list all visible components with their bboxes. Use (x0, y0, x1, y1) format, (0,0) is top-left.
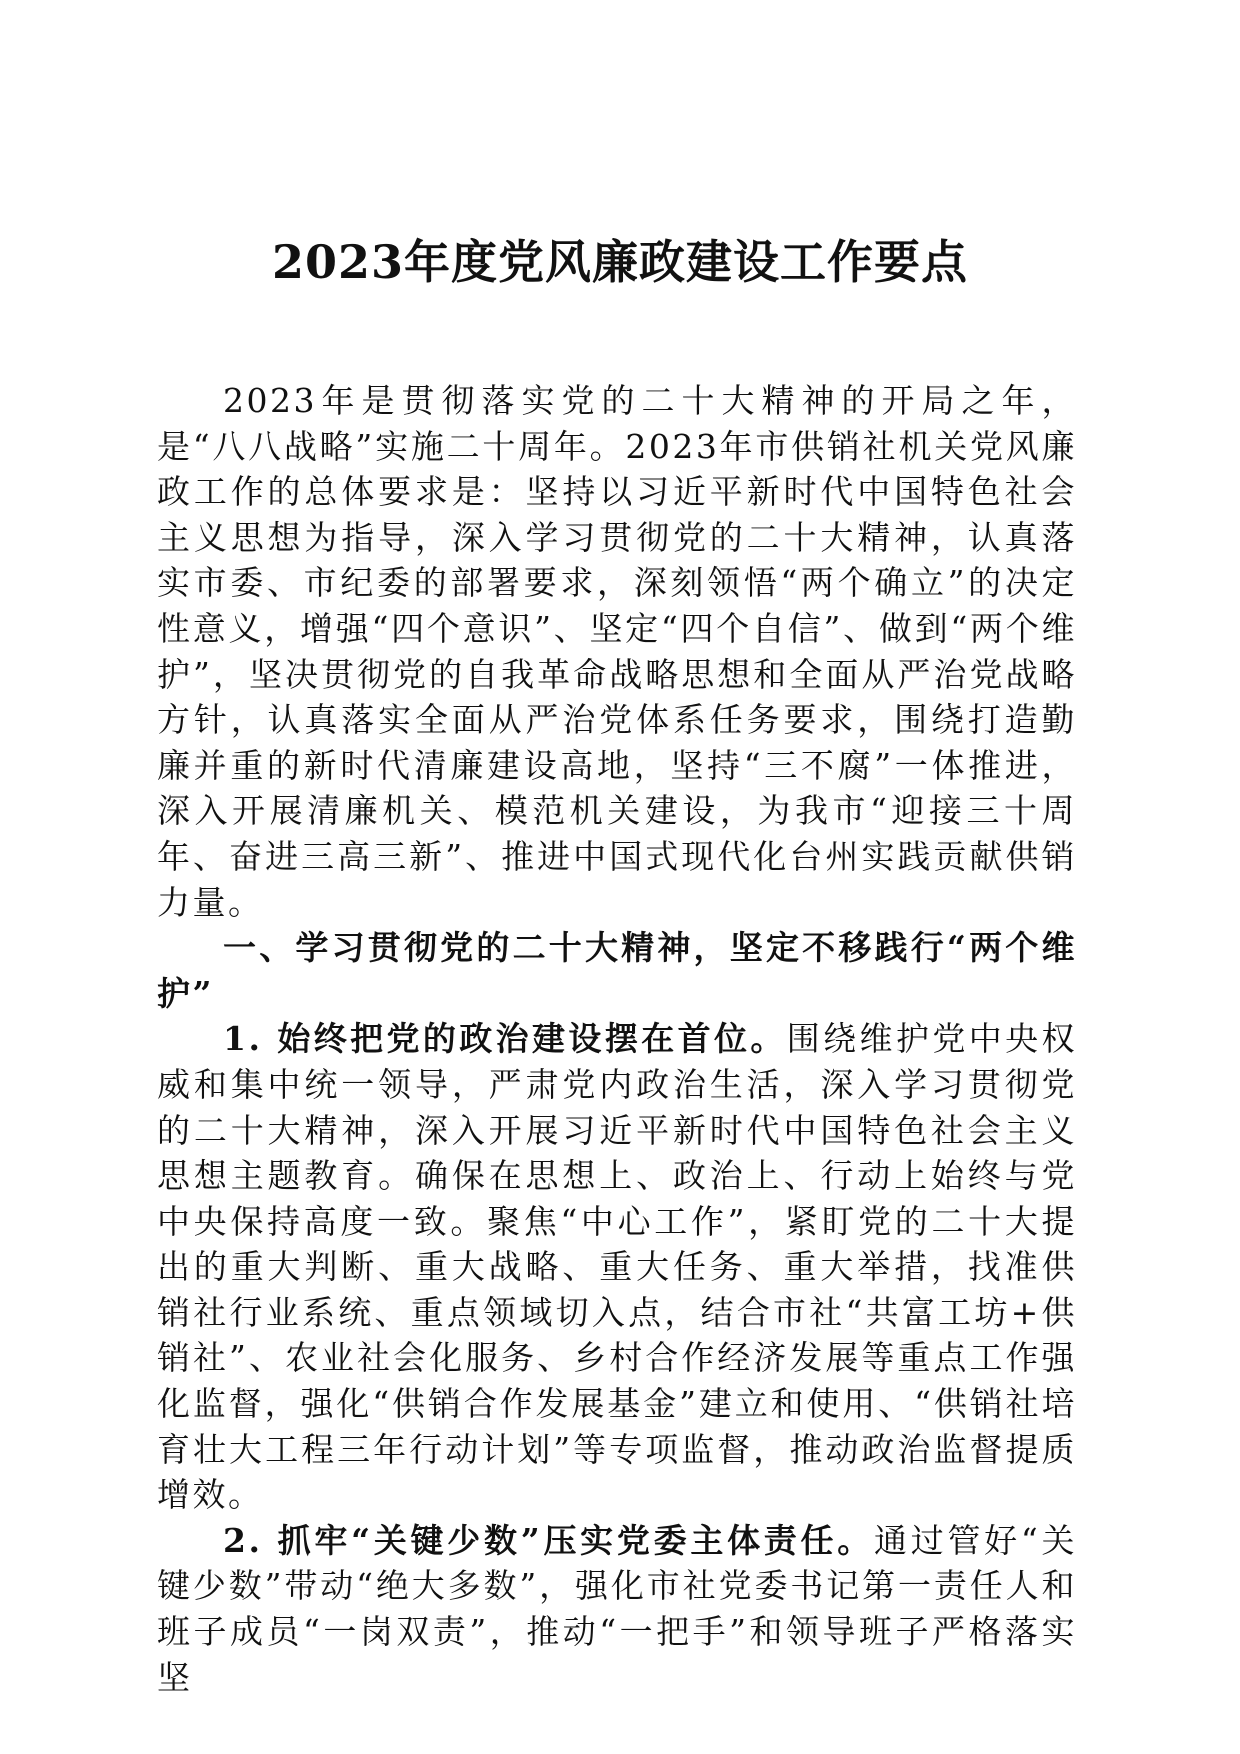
document-body (157, 378, 1077, 1700)
item-2-text: 通过管好“关键少数”带动“绝大多数”，强化市社党委书记第一责任人和班子成员“一岗双责”，推动“一把手”和领导班子严格落实坚 (157, 1520, 1078, 1697)
section-heading: 一、学习贯彻党的二十大精神，坚定不移践行“两个维护” (157, 928, 1077, 1013)
item-2-paragraph (157, 1518, 1077, 1700)
document-title: 2023年度党风廉政建设工作要点 (271, 235, 969, 289)
item-1-paragraph (157, 1016, 1077, 1518)
item-1-text: 围绕维护党中央权威和集中统一领导，严肃党内政治生活，深入学习贯彻党的二十大精神，深入开展习近平新时代中国特色社会主义思想主题教育。确保在思想上、政治上、行动上始终与党中央保持高度一致。聚焦“中心工作”，紧盯党的二十大提出的重大判断、重大战略、重大任务、重大举措，找准供销社行业系统、重点领域切入点，结合市社“共富工坊+供销社”、农业社会化服务、乡村合作经济发展等重点工作强化监督，强化“供销合作发展基金”建立和使用、“供销社培育壮大工程三年行动计划”等专项监督，推动政治监督提质增效。 (157, 1019, 1078, 1515)
item-2-lead: 2. 抓牢“关键少数”压实党委主体责任。 (223, 1520, 874, 1560)
item-1-lead: 1. 始终把党的政治建设摆在首位。 (223, 1019, 787, 1059)
intro-paragraph: 2023年是贯彻落实党的二十大精神的开局之年，是“八八战略”实施二十周年。2023年市供销社机关党风廉政工作的总体要求是：坚持以习近平新时代中国特色社会主义思想为指导，深入学习贯彻党的二十大精神，认真落实市委、市纪委的部署要求，深刻领悟“两个确立”的决定性意义，增强“四个意识”、坚定“四个自信”、做到“两个维护”，坚决贯彻党的自我革命战略思想和全面从严治党战略方针，认真落实全面从严治党体系任务要求，围绕打造勤廉并重的新时代清廉建设高地，坚持“三不腐”一体推进，深入开展清廉机关、模范机关建设，为我市“迎接三十周年、奋进三高三新”、推进中国式现代化台州实践贡献供销力量。 (157, 381, 1077, 922)
